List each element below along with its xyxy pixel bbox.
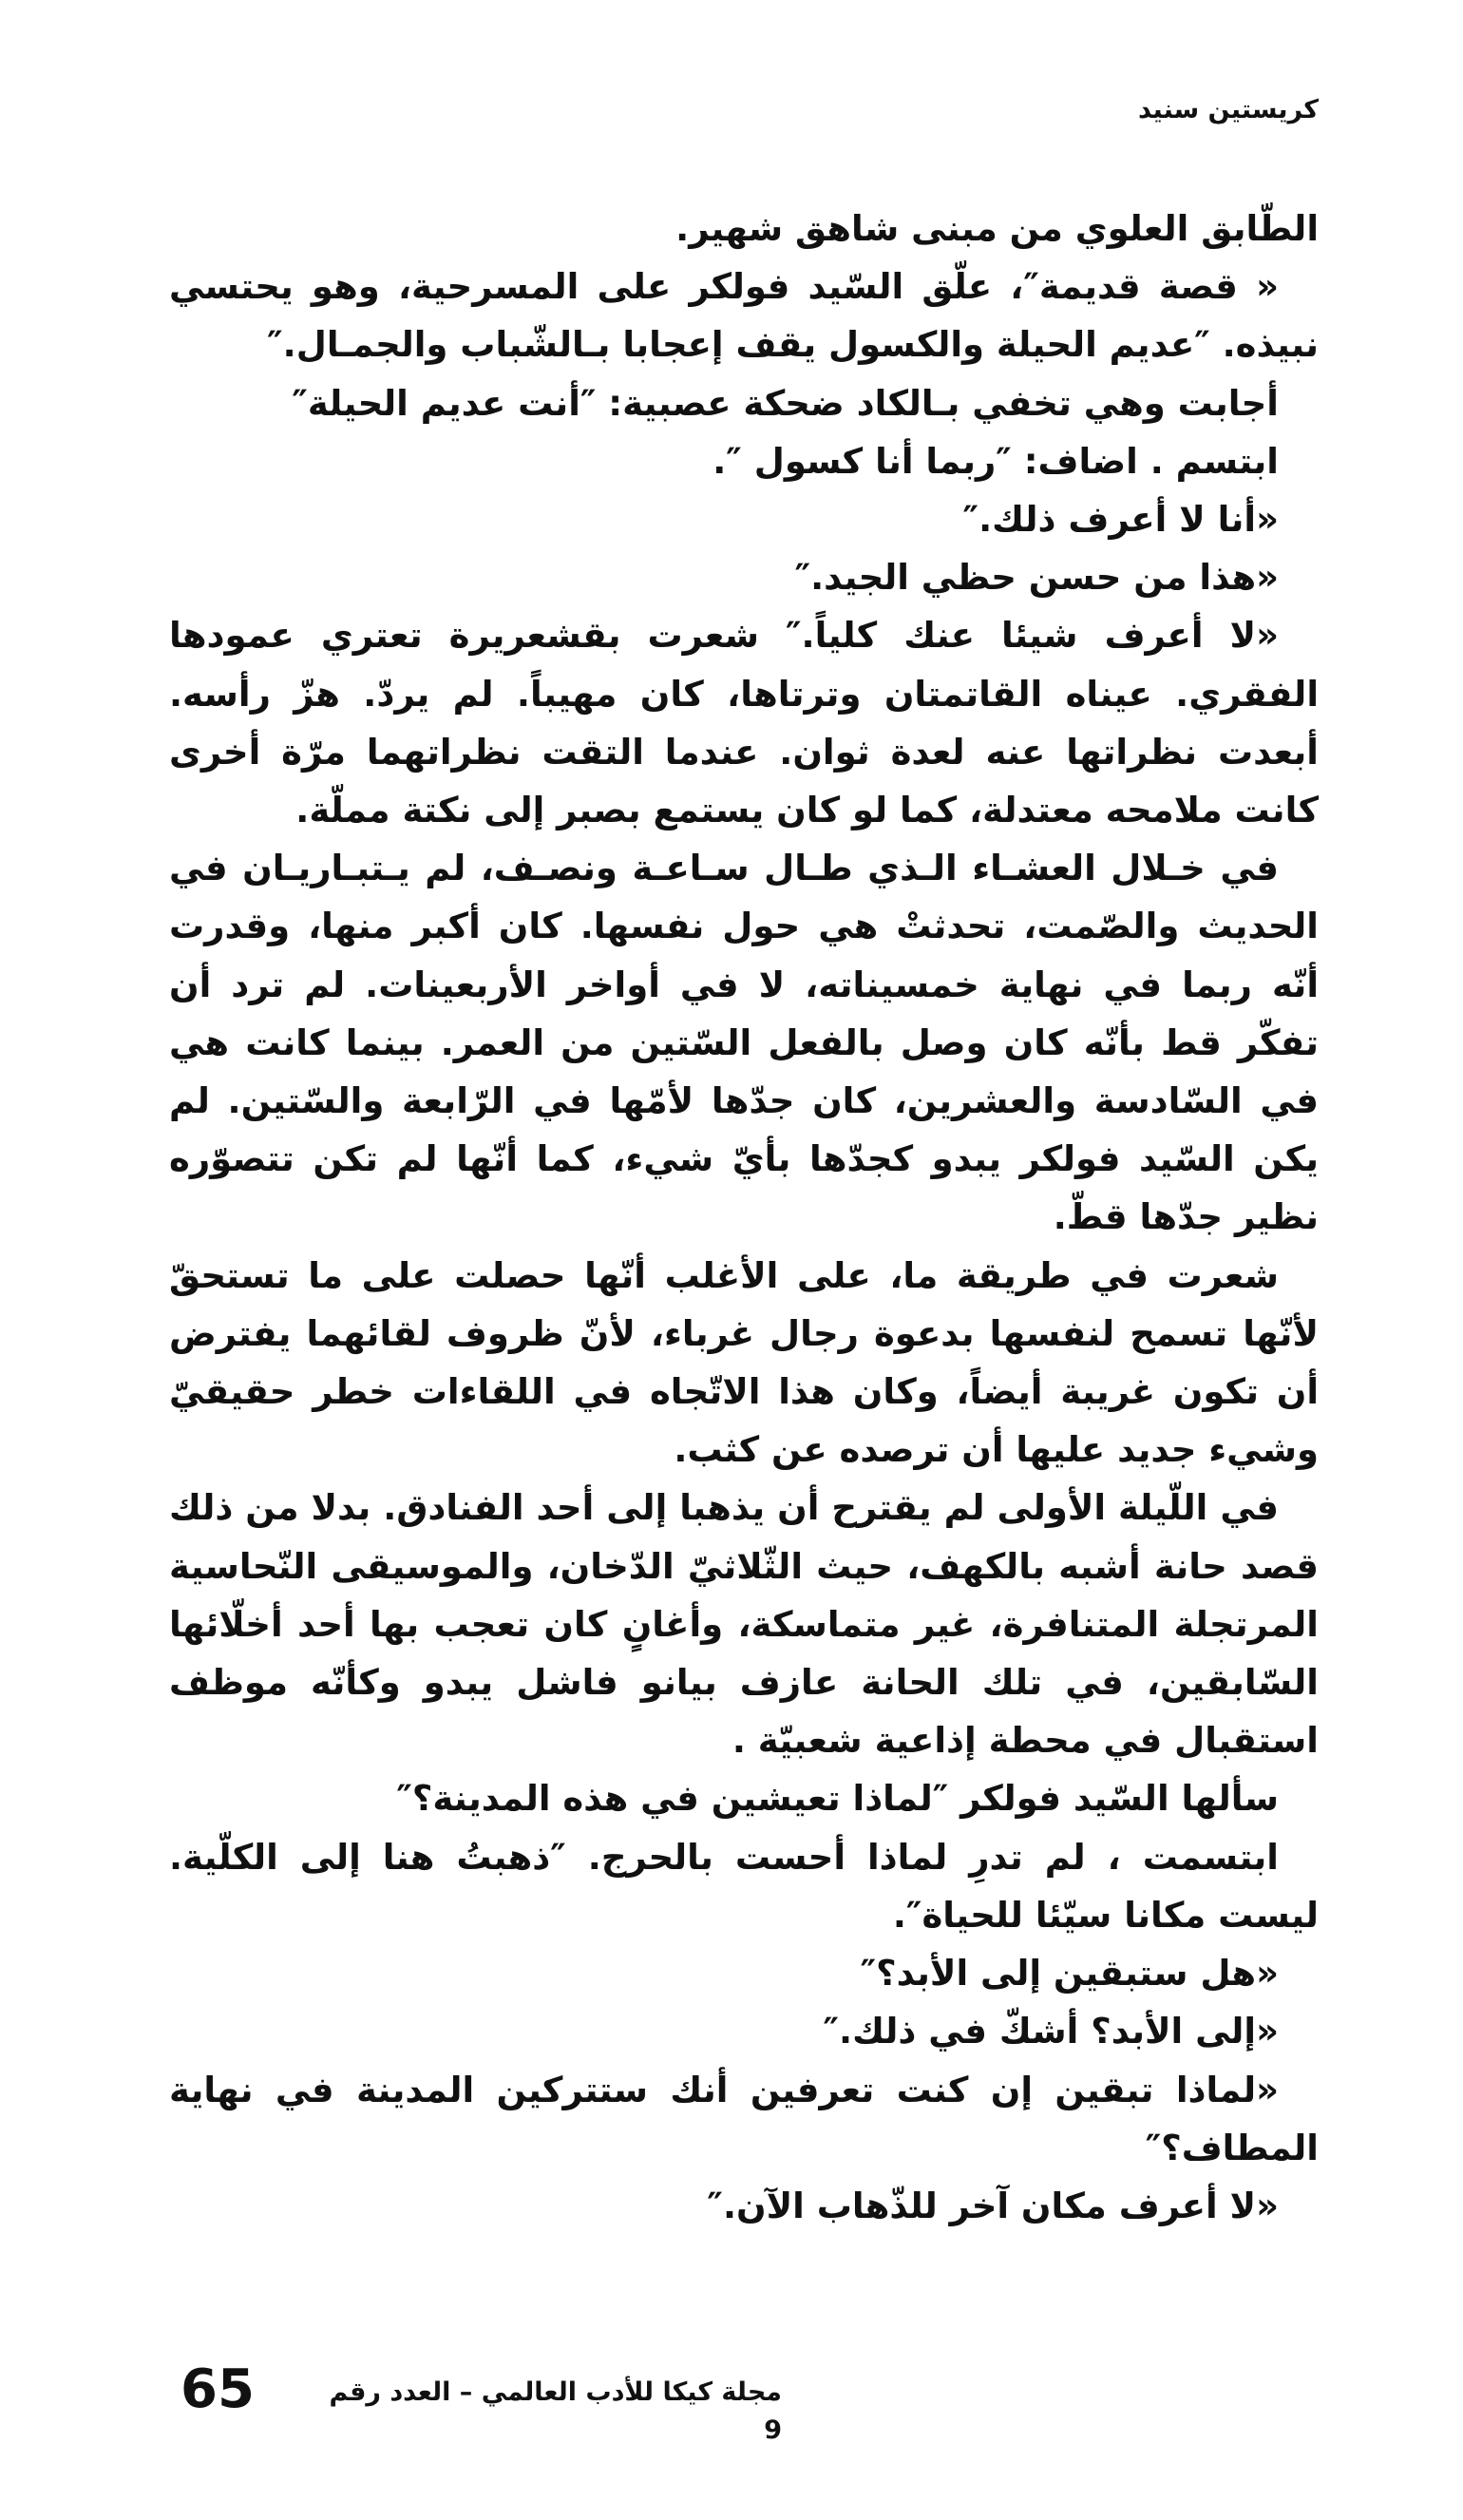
paragraph: في خـلال العشـاء الـذي طـال سـاعـة ونصـف، لم يـتبـاريـان في الحديث والصّمت، تحدثتْ هي حول نفسها. كان أكبر منها، وقدرت أنّه ربما في نهاية خمسيناته، لا في أواخر الأربعينات. لم ترد أن تفكّر قط بأنّه كان وصل بالفعل السّتين من العمر. بينما كانت هي في السّادسة والعشرين، كان جدّها لأمّها في الرّابعة والسّتين. لم يكن السّيد فولكر يبدو كجدّها بأيّ شيء، كما أنّها لم تكن تتصوّره نظير جدّها قطّ.: [169, 848, 1319, 1238]
running-header-author: كريستين سنيد: [1137, 95, 1319, 124]
paragraph: «لماذا تبقين إن كنت تعرفين أنك ستتركين المدينة في نهاية المطاف؟″: [169, 2069, 1319, 2168]
paragraph: «هل ستبقين إلى الأبد؟″: [860, 1953, 1279, 1995]
page-footer: [169, 2357, 1319, 2445]
paragraph: «لا أعرف مكان آخر للذّهاب الآن.″: [707, 2185, 1279, 2226]
paragraph: ابتسمت ، لم تدرِ لماذا أحست بالحرج. ″ذهبتُ هنا إلى الكلّية. ليست مكانا سيّئا للحياة″.: [169, 1836, 1319, 1936]
paragraph: «إلى الأبد؟ أشكّ في ذلك.″: [823, 2011, 1279, 2052]
paragraph: أجابت وهي تخفي بـالكاد ضحكة عصبية: ″أنت عديم الحيلة″: [292, 382, 1279, 424]
journal-title: مجلة كيكا للأدب العالمي – العدد رقم 9: [329, 2377, 782, 2445]
paragraph: ابتسم . اضاف: ″ربما أنا كسول ″.: [712, 440, 1279, 482]
paragraph: سألها السّيد فولكر ″لماذا تعيشين في هذه المدينة؟″: [396, 1778, 1279, 1820]
paragraph: الطّابق العلوي من مبنى شاهق شهير.: [675, 208, 1319, 249]
article-body: [169, 200, 1319, 2235]
paragraph: «هذا من حسن حظي الجيد.″: [794, 557, 1279, 599]
paragraph: «لا أعرف شيئا عنك كلياً.″ شعرت بقشعريرة تعتري عمودها الفقري. عيناه القاتمتان وترتاها، كان مهيباً. لم يردّ. هزّ رأسه. أبعدت نظراتها عنه لعدة ثوان. عندما التقت نظراتهما مرّة أخرى كانت ملامحه معتدلة، كما لو كان يستمع بصبر إلى نكتة مملّة.: [169, 615, 1319, 831]
paragraph: « قصة قديمة″، علّق السّيد فولكر على المسرحية، وهو يحتسي نبيذه. ″عديم الحيلة والكسول يقف إعجابا بـالشّباب والجمـال.″: [169, 266, 1319, 366]
paragraph: شعرت في طريقة ما، على الأغلب أنّها حصلت على ما تستحقّ لأنّها تسمح لنفسها بدعوة رجال غرباء، لأنّ ظروف لقائهما يفترض أن تكون غريبة أيضاً، وكان هذا الاتّجاه في اللقاءات خطر حقيقيّ وشيء جديد عليها أن ترصده عن كثب.: [169, 1254, 1319, 1471]
paragraph: في اللّيلة الأولى لم يقترح أن يذهبا إلى أحد الفنادق. بدلا من ذلك قصد حانة أشبه بالكهف، حيث الثّلاثيّ الدّخان، والموسيقى النّحاسية المرتجلة المتنافرة، غير متماسكة، وأغانٍ كان تعجب بها أحد أخلّائها السّابقين، في تلك الحانة عازف بيانو فاشل يبدو وكأنّه موظف استقبال في محطة إذاعية شعبيّة .: [169, 1487, 1319, 1762]
paragraph: «أنا لا أعرف ذلك.″: [962, 499, 1279, 541]
page-number: 65: [180, 2358, 255, 2420]
